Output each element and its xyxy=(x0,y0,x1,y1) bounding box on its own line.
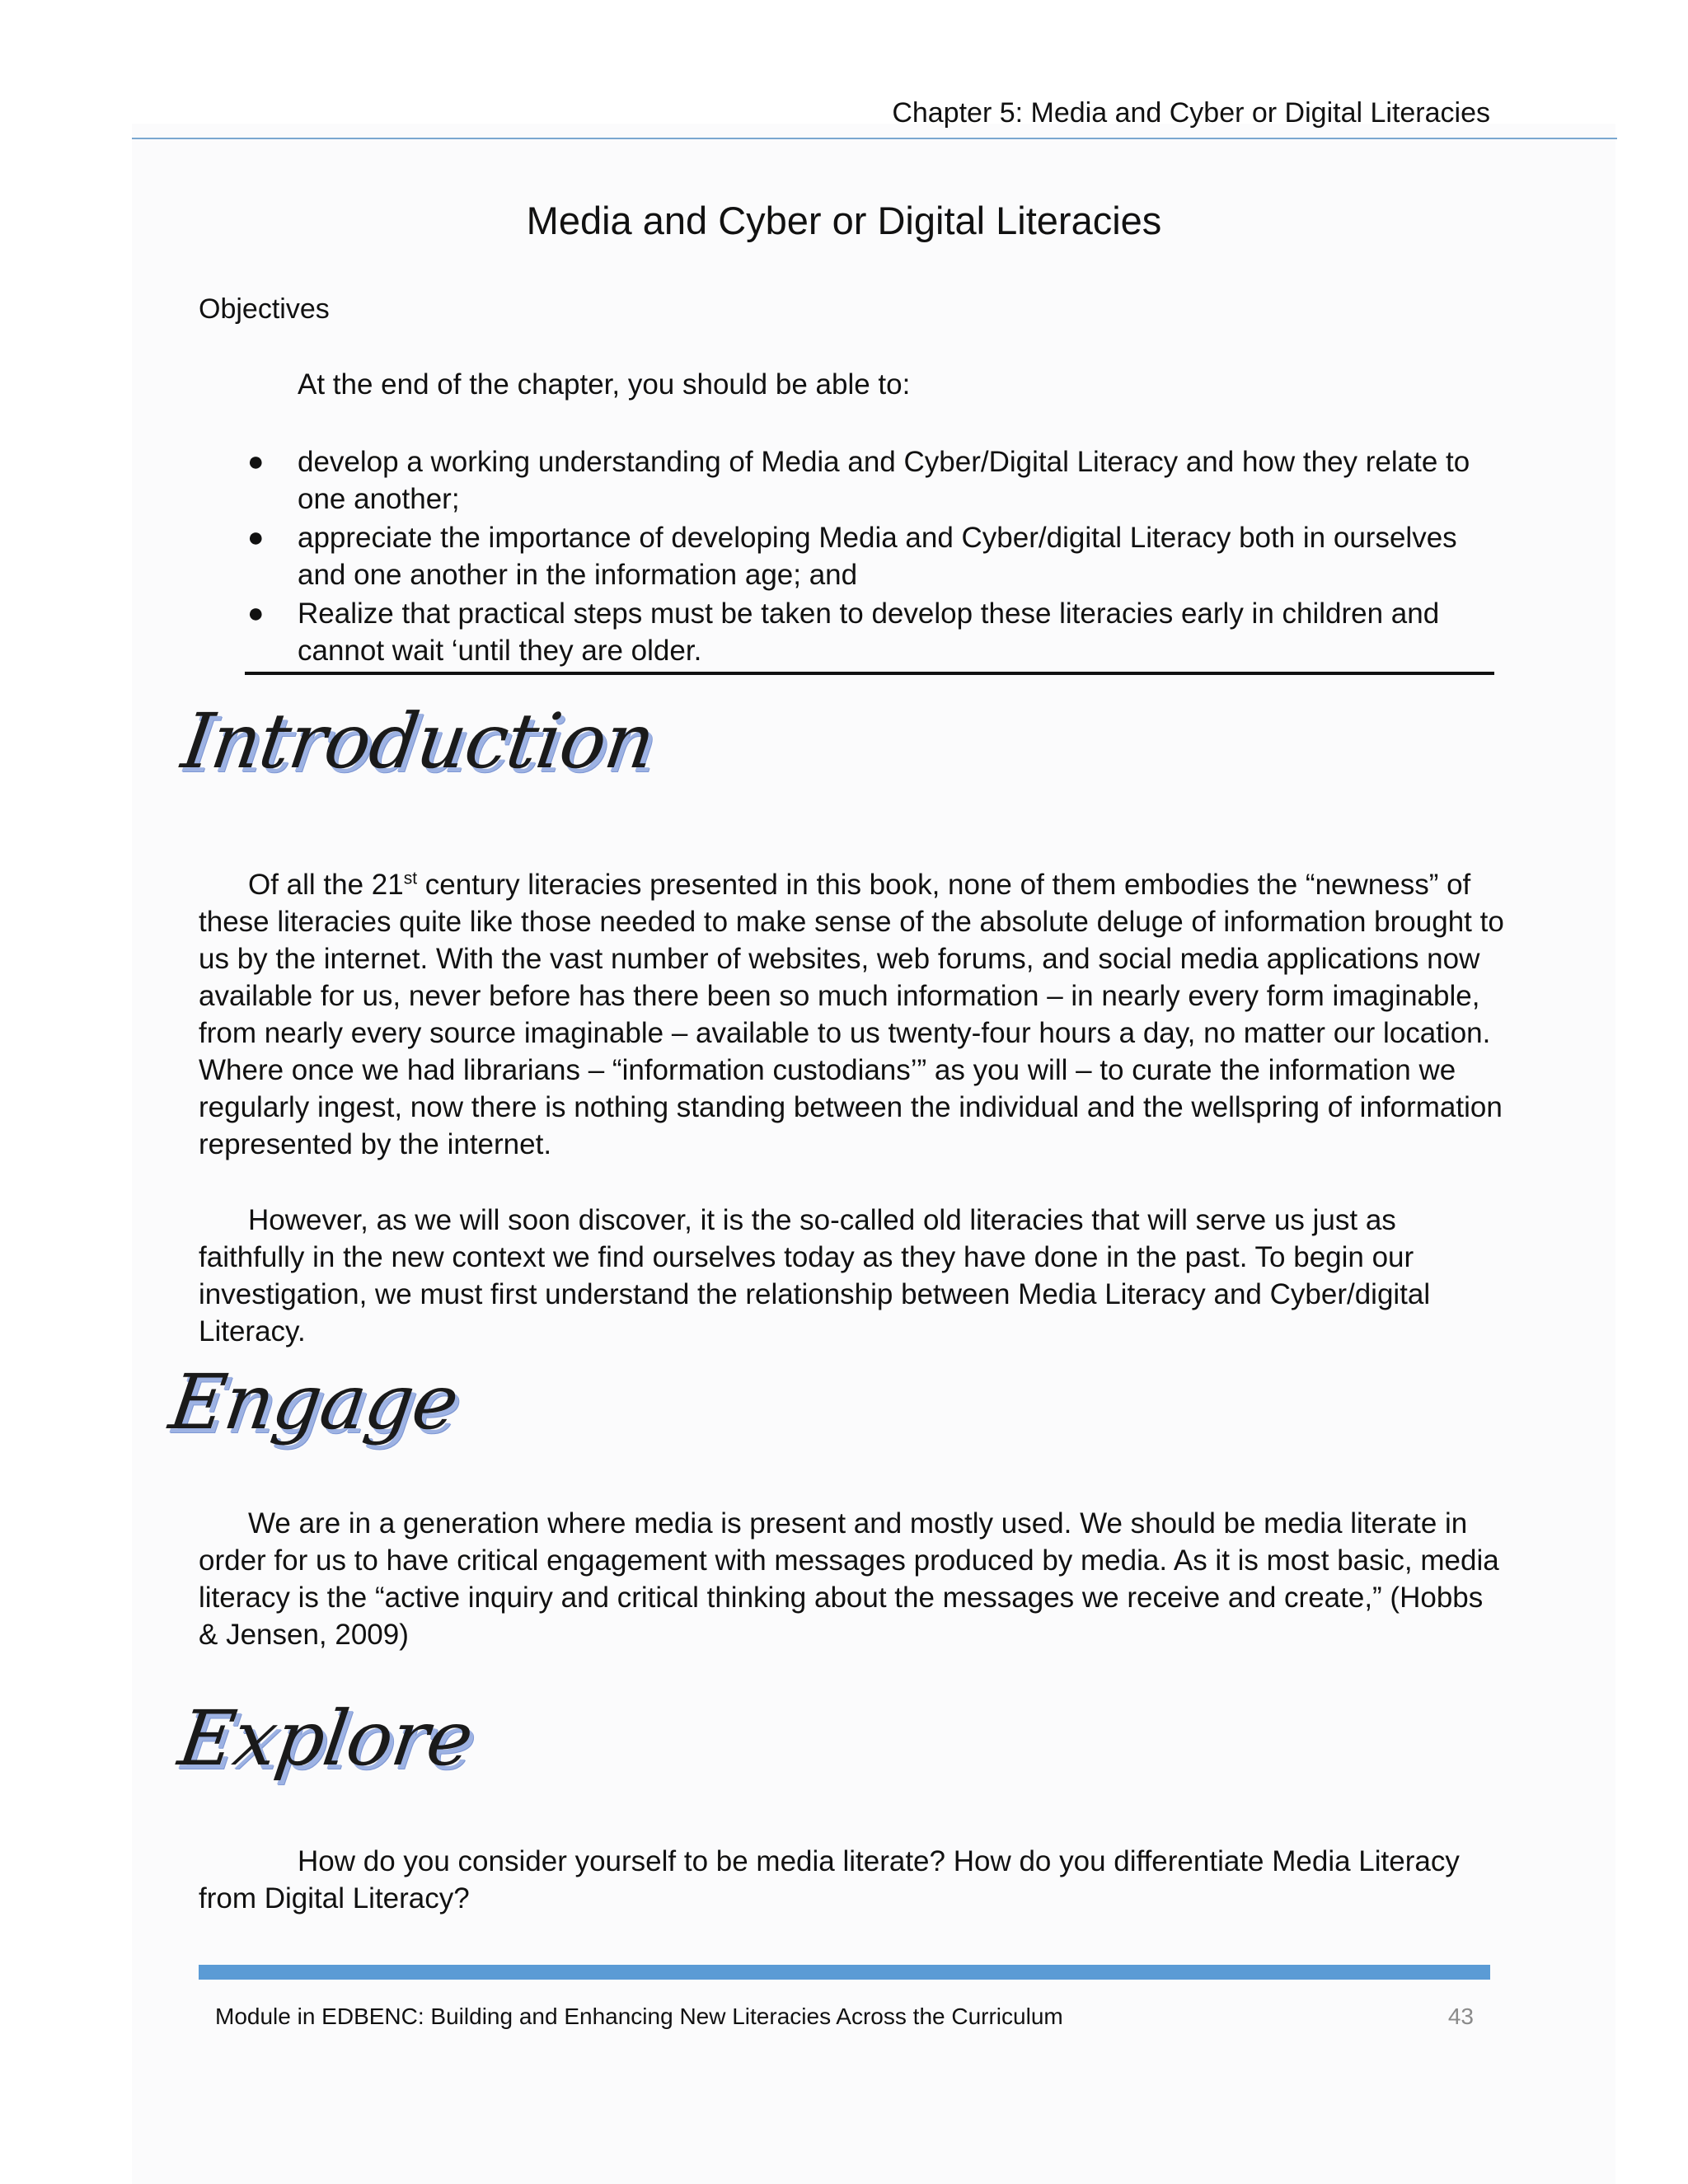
objectives-divider xyxy=(245,672,1494,675)
engage-paragraph: We are in a generation where media is present and mostly used. We should be media literate in order for us to have critical engagement with messages produced by media. As it is most basic, media literacy is the “active inquiry and critical thinking about the messages we receive and create,” (Hobbs & Jensen, 2009) xyxy=(199,1507,1499,1651)
introduction-paragraph-1 xyxy=(199,866,1509,1163)
page-number: 43 xyxy=(1447,2004,1474,2029)
introduction-paragraph-2: However, as we will soon discover, it is the so-called old literacies that will serve us just as faithfully in the new context we find ourselves today as they have done in the past. To begin our investigation, we must first understand the relationship between Media Literacy and Cyber/digital Literacy. xyxy=(199,1204,1431,1347)
objective-item xyxy=(239,595,1508,669)
engage-heading: Engage xyxy=(164,1358,464,1446)
objectives-label: Objectives xyxy=(199,293,330,325)
explore-heading: Explore xyxy=(173,1694,478,1783)
introduction-heading: Introduction xyxy=(176,697,660,785)
p1-lead: Of all the 21 xyxy=(248,869,404,901)
bullet-icon: ● xyxy=(247,446,265,477)
bullet-icon: ● xyxy=(247,522,265,553)
objective-text: Realize that practical steps must be taken to develop these literacies early in children and cannot wait ‘until they are older. xyxy=(298,598,1440,667)
header-rule xyxy=(132,138,1617,139)
running-header: Chapter 5: Media and Cyber or Digital Literacies xyxy=(892,97,1490,129)
footer-module-title: Module in EDBENC: Building and Enhancing New Literacies Across the Curriculum xyxy=(215,2004,1063,2029)
objective-text: appreciate the importance of developing Media and Cyber/digital Literacy both in ourselves and one another in the information age; and xyxy=(298,522,1457,591)
objective-item xyxy=(239,443,1508,518)
p1-superscript: st xyxy=(403,869,418,888)
explore-paragraph: How do you consider yourself to be media literate? How do you differentiate Media Literacy from Digital Literacy? xyxy=(199,1845,1460,1915)
footer-bar xyxy=(199,1965,1490,1980)
bullet-icon: ● xyxy=(247,598,265,629)
p1-rest: century literacies presented in this book, none of them embodies the “newness” of these literacies quite like those needed to make sense of the absolute deluge of information brought to us by the internet. With the vast number of websites, web forums, and social media applications now available for us, never before has there been so much information – in nearly every form imaginable, from nearly every source imaginable – available to us twenty-four hours a day, no matter our location. Where once we had librarians – “information custodians’” as you will – to curate the information we regularly ingest, now there is nothing standing between the individual and the wellspring of information represented by the internet. xyxy=(199,869,1504,1160)
objective-item xyxy=(239,519,1508,593)
objectives-list xyxy=(239,443,1508,671)
objectives-intro: At the end of the chapter, you should be able to: xyxy=(298,368,911,401)
document-title: Media and Cyber or Digital Literacies xyxy=(526,199,1162,242)
objective-text: develop a working understanding of Media and Cyber/Digital Literacy and how they relate to one another; xyxy=(298,446,1470,515)
